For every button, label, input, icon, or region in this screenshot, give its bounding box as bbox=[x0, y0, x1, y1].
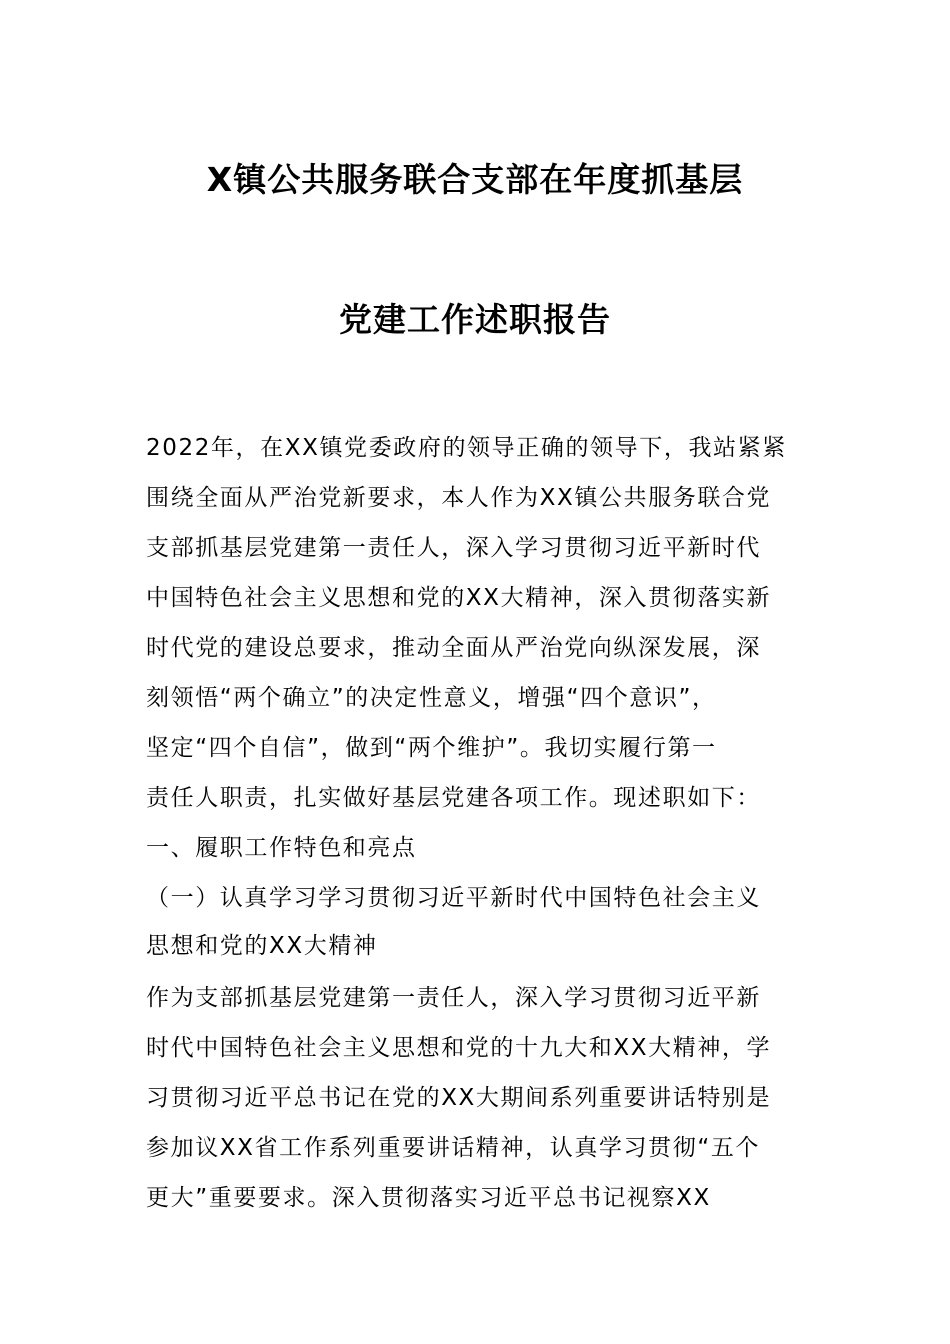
body-line: 更大”重要要求。深入贯彻落实习近平总书记视察XX bbox=[146, 1185, 711, 1211]
section-heading: 一、履职工作特色和亮点 bbox=[146, 835, 417, 861]
body-line: 2022年，在XX镇党委政府的领导正确的领导下，我站紧紧 bbox=[146, 435, 787, 461]
body-line: 时代中国特色社会主义思想和党的十九大和XX大精神，学 bbox=[146, 1035, 772, 1061]
body-line: 习贯彻习近平总书记在党的XX大期间系列重要讲话特别是 bbox=[146, 1085, 772, 1111]
body-line: 围绕全面从严治党新要求，本人作为XX镇公共服务联合党 bbox=[146, 485, 772, 511]
body-line: 中国特色社会主义思想和党的XX大精神，深入贯彻落实新 bbox=[146, 585, 772, 611]
body-line: 作为支部抓基层党建第一责任人，深入学习贯彻习近平新 bbox=[146, 985, 761, 1011]
body-line: 坚定“四个自信”，做到“两个维护”。我切实履行第一 bbox=[146, 735, 717, 761]
document-title-line-2: 党建工作述职报告 bbox=[339, 300, 611, 339]
body-line: 支部抓基层党建第一责任人，深入学习贯彻习近平新时代 bbox=[146, 535, 761, 561]
body-line: 刻领悟“两个确立”的决定性意义，增强“四个意识”， bbox=[146, 685, 717, 711]
body-line: 参加议XX省工作系列重要讲话精神，认真学习贯彻“五个 bbox=[146, 1135, 761, 1161]
body-line: 时代党的建设总要求，推动全面从严治党向纵深发展，深 bbox=[146, 635, 761, 661]
body-line: 责任人职责，扎实做好基层党建各项工作。现述职如下： bbox=[146, 785, 761, 811]
subsection-heading: （一）认真学习学习贯彻习近平新时代中国特色社会主义 bbox=[146, 885, 761, 911]
document-title-line-1: X镇公共服务联合支部在年度抓基层 bbox=[206, 160, 744, 199]
subsection-heading-continued: 思想和党的XX大精神 bbox=[146, 933, 378, 959]
